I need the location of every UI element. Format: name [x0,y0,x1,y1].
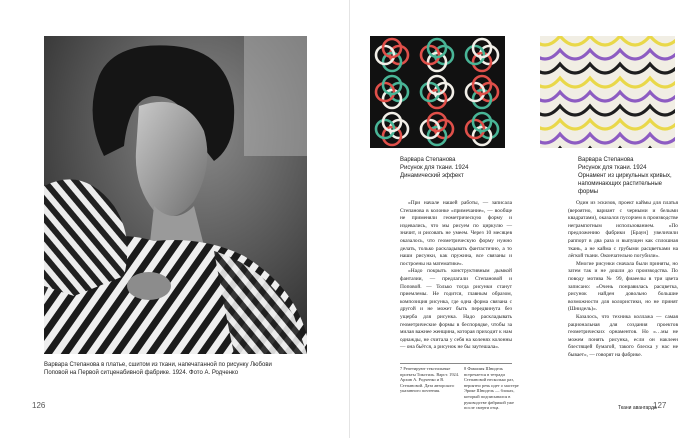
page-number-right: 127 [653,401,667,410]
pattern1-caption-line: Динамический эффект [400,173,464,179]
body-column-2 [568,200,678,359]
footnote-2-marker: 8 [464,366,467,371]
body-paragraph: «При начале нашей работы, — записала Степанова в колонке «примечание», — вообще не применяли геометрическую форму и издевались, что мы рисуем по циркулю — значит, и рисовать не умеем. Через 10 месяцев оказалось, что геометрическую форму нужно делать, только раскладывать фантастично, а то наши рисунки, как пружина, все связаны и построены на математике». [400,200,512,267]
footnote-2-text: Фамилия Шнидель встречается в тетради Степановой несколько раз, вероятно речь идет о мастере Эрике Шнидель — блоках, который подписывался в руководстве фабрикой уже после смерти отца. [464,366,519,411]
pattern2-caption-line: напоминающих растительные [578,181,662,187]
footnote-1-text: Репетируют текстильные проекты Тикстиль. Варст. 1924. Архив А. Родченко и В. Степановой. Дата авторского указанного почтения. [400,366,460,394]
pattern2-caption-line: формы [578,189,599,195]
pattern1-caption-line: Варвара Степанова [400,157,456,163]
footnote-1-marker: 7 [400,366,403,371]
pattern2-caption-line: Варвара Степанова [578,157,634,163]
portrait-photo [44,36,307,354]
body-paragraph: Один из эскизов, проект каймы для платья (вероятно, вариант с черными и белыми квадратами), оказался пусорчем в производстве негрампотным использованием. «По предложению фабрики [Браун] увеличили раппорт в два раза и выпущен как сплошная ткань, а не кайма с грубыми расцветками на лёгкой ткани. Окончательно погубили». [568,200,678,260]
footnote-1 [400,366,460,394]
pattern2-caption-line: Рисунок для ткани. 1924 [578,165,647,171]
textile-pattern-dynamic [370,36,505,148]
pattern1-caption-line: Рисунок для ткани. 1924 [400,165,469,171]
body-paragraph: «Надо покрыть конструктивным дымкой фантазии, — предлагали Степановой и Поповой. — Только тогда рисунки станут приемлемы. Не годится, главным образом, композиция рисунка, где одна форма связана с другой и не может быть передвинута без ущерба для рисунка. Надо раскладывать геометрические формы в беспорядке, чтобы за милая важнее женщина, которая приходит к нам однажды, не считала у себя на коленях колонны — она бьётся, а рисунок не бы заутешала». [400,268,512,351]
pattern1-caption [400,156,510,180]
photo-caption: Варвара Степанова в платье, сшитом из ткани, напечатанной по рисунку Любови Поповой на Первой ситценабивной фабрике. 1924. Фото А. Родченко [44,362,272,376]
textile-pattern-curves-image [540,36,675,148]
portrait-photo-image [44,36,307,354]
textile-pattern-dynamic-image [370,36,505,148]
textile-pattern-curves [540,36,675,148]
body-paragraph: Многие рисунки сначала были приняты, но затем так и не дошли до производства. По поводу мотива № 99, фиаеелы в три цвета записано: «Очень понравилась расцветка, рисунок найден довольно большие возможности для колористики, но не принят (Шнидель)». [568,260,678,313]
running-footer: Ткани авангарда [618,405,657,411]
body-paragraph: Казалось, что техника коллажа — самая рациональная для создания проектов геометрических орнаментов. Но «…мы не можем понять рисунка, если он наклеен блестящей бумагой, такого блеска у нас не бывает», — говорят на фабрике. [568,313,678,358]
body-column-1 [400,200,512,352]
pattern2-caption [578,156,678,196]
footnote-rule [400,363,512,364]
pattern2-caption-line: Орнамент из циркульных кривых, [578,173,672,179]
page-number-left: 126 [32,401,46,410]
footnote-2 [464,366,524,411]
right-page [350,0,700,438]
